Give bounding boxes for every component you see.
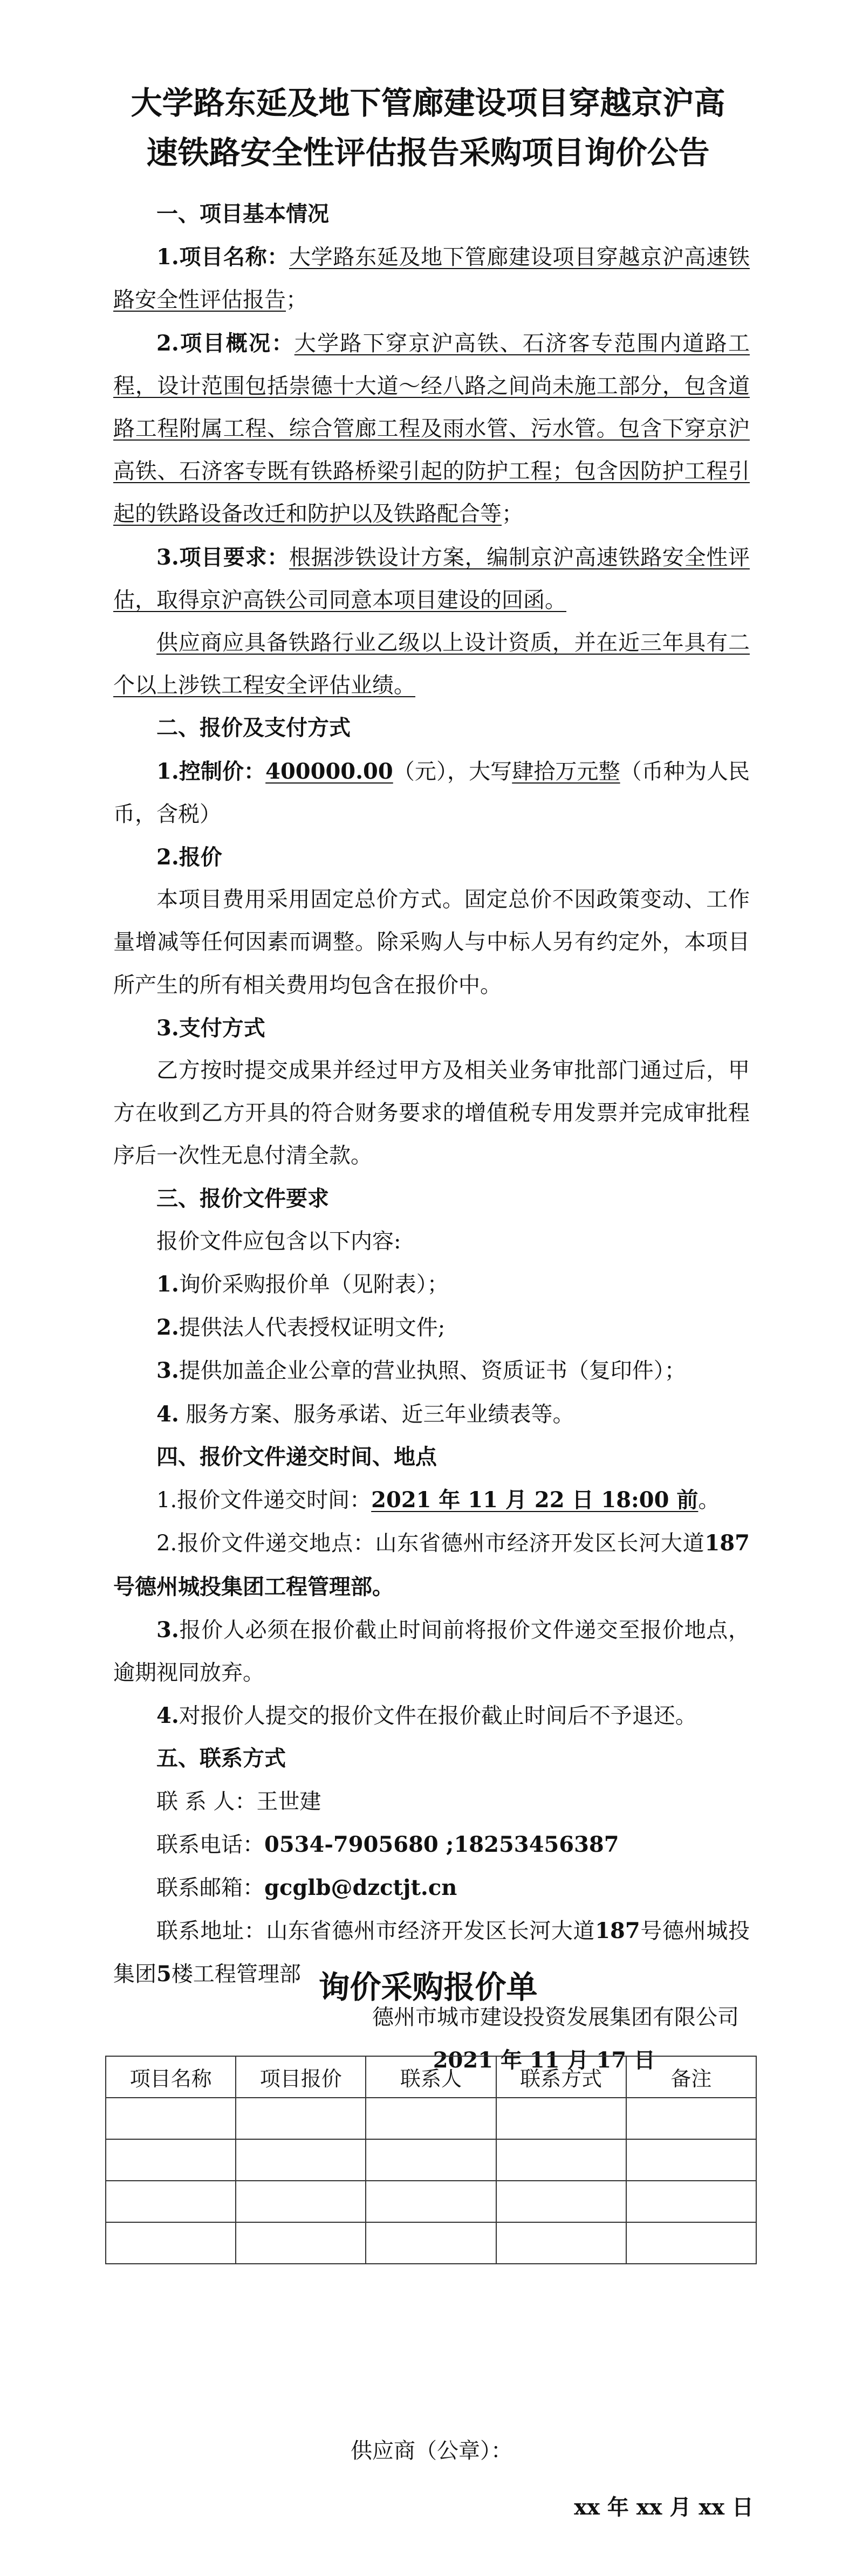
quotation-form-title: 询价采购报价单 xyxy=(318,1969,538,2005)
no-return-text: 对报价人提交的报价文件在报价截止时间后不予退还。 xyxy=(179,1703,697,1729)
project-name-value: 大学路东延及地下管廊建设项目穿越京沪高速铁路安全性评估报告 xyxy=(113,245,750,313)
announcement-body xyxy=(113,193,750,2082)
table-header-cell: 联系方式 xyxy=(496,2056,626,2098)
table-cell xyxy=(236,2222,366,2264)
quote-label: 2.报价 xyxy=(156,844,222,870)
list-item-number: 2. xyxy=(156,1315,179,1341)
table-cell xyxy=(626,2222,756,2264)
table-cell xyxy=(496,2098,626,2139)
contact-person-value: 王世建 xyxy=(256,1789,321,1814)
control-price-label: 1.控制价： xyxy=(156,758,266,784)
payment-label: 3.支付方式 xyxy=(156,1015,265,1041)
announcement-title xyxy=(92,78,764,177)
contact-address-part: 楼工程管理部 xyxy=(171,1962,301,1987)
project-overview-paragraph xyxy=(113,322,750,536)
project-requirement-label: 3.项目要求： xyxy=(156,544,289,570)
contact-person-label: 联 系 人： xyxy=(156,1789,257,1814)
qualification-paragraph xyxy=(113,622,750,707)
table-cell xyxy=(496,2222,626,2264)
contact-email-value: gcglb@dzctjt.cn xyxy=(264,1874,457,1900)
table-row xyxy=(106,2222,756,2264)
submission-place-cont: 187 号德州城投集团工程管理部。 xyxy=(113,1530,750,1599)
submission-time-paragraph xyxy=(113,1479,750,1522)
contact-person-row xyxy=(113,1781,750,1823)
form-date-placeholder: xx 年 xx 月 xx 日 xyxy=(574,2495,754,2520)
quotation-table xyxy=(105,2056,757,2264)
list-item-text: 提供加盖企业公章的营业执照、资质证书（复印件）； xyxy=(179,1358,686,1384)
control-price-upper: 肆拾万元整 xyxy=(512,759,620,784)
section-2-heading: 二、报价及支付方式 xyxy=(156,716,351,741)
table-cell xyxy=(106,2222,236,2264)
table-header-row xyxy=(106,2056,756,2098)
table-header-cell: 备注 xyxy=(626,2056,756,2098)
qualification-text: 供应商应具备铁路行业乙级以上设计资质，并在近三年具有二个以上涉铁工程安全评估业绩。 xyxy=(113,630,750,698)
deadline-rule-text: 报价人必须在报价截止时间前将报价文件递交至报价地点，逾期视同放弃。 xyxy=(113,1617,750,1685)
list-item xyxy=(113,1393,750,1436)
project-overview-value: 大学路下穿京沪高铁、石济客专范围内道路工程，设计范围包括崇德十大道～经八路之间尚未施工部分，包含道路工程附属工程、综合管廊工程及雨水管、污水管。包含下穿京沪高铁、石济客专既有铁路桥梁引起的防护工程；包含因防护工程引起的铁路设备改迁和防护以及铁路配合等 xyxy=(113,331,750,527)
contact-address-label: 联系地址： xyxy=(156,1919,266,1944)
project-overview-end: ； xyxy=(502,502,523,527)
table-cell xyxy=(626,2139,756,2181)
table-row xyxy=(106,2098,756,2139)
control-price-paragraph xyxy=(113,750,750,836)
quote-file-intro: 报价文件应包含以下内容: xyxy=(156,1228,401,1254)
contact-phone-label: 联系电话： xyxy=(156,1832,264,1857)
list-item-number: 4. xyxy=(156,1401,179,1427)
project-requirement-paragraph xyxy=(113,536,750,622)
list-item-number: 3. xyxy=(156,1617,179,1643)
contact-address-number: 187 xyxy=(595,1918,640,1944)
control-price-value: 400000.00 xyxy=(265,758,393,784)
table-cell xyxy=(236,2181,366,2222)
no-return-paragraph xyxy=(113,1694,750,1737)
issuer-organization: 德州市城市建设投资发展集团有限公司 xyxy=(372,2004,739,2030)
table-cell xyxy=(366,2098,496,2139)
table-cell xyxy=(366,2222,496,2264)
list-item xyxy=(113,1263,750,1306)
currency-note: （币种为人民币，含税） xyxy=(113,759,750,827)
section-1-heading: 一、项目基本情况 xyxy=(156,202,329,226)
list-item-number: 1. xyxy=(156,1272,179,1297)
table-row xyxy=(106,2139,756,2181)
payment-text: 乙方按时提交成果并经过甲方及相关业务审批部门通过后，甲方在收到乙方开具的符合财务要求的增值税专用发票并完成审批程序后一次性无息付清全款。 xyxy=(113,1058,750,1169)
table-cell xyxy=(626,2098,756,2139)
title-line-1: 大学路东延及地下管廊建设项目穿越京沪高 xyxy=(131,85,725,121)
deadline-rule-paragraph xyxy=(113,1609,750,1694)
contact-phone-value: 0534-7905680 ;18253456387 xyxy=(264,1831,619,1857)
list-item-text: 提供法人代表授权证明文件; xyxy=(179,1315,446,1341)
supplier-seal-label: 供应商（公章）： xyxy=(351,2438,512,2463)
contact-phone-row xyxy=(113,1823,750,1866)
title-line-2: 速铁路安全性评估报告采购项目询价公告 xyxy=(146,134,710,171)
project-requirement-value: 根据涉铁设计方案，编制京沪高速铁路安全性评估，取得京沪高铁公司同意本项目建设的回函。 xyxy=(113,545,750,613)
contact-address-part: 山东省德州市经济开发区长河大道 xyxy=(266,1919,595,1944)
table-cell xyxy=(236,2098,366,2139)
table-cell xyxy=(366,2139,496,2181)
list-item xyxy=(113,1306,750,1349)
section-3-heading: 三、报价文件要求 xyxy=(156,1186,329,1211)
table-header-cell: 项目报价 xyxy=(236,2056,366,2098)
submission-time-end: 。 xyxy=(698,1488,720,1513)
table-header-cell: 联系人 xyxy=(366,2056,496,2098)
table-cell xyxy=(626,2181,756,2222)
table-cell xyxy=(106,2139,236,2181)
contact-email-label: 联系邮箱： xyxy=(156,1875,264,1900)
table-cell xyxy=(496,2139,626,2181)
table-row xyxy=(106,2181,756,2222)
submission-place-label: 2.报价文件递交地点：山东省德州市经济开发区长河大道 xyxy=(156,1531,705,1556)
list-item-text: 服务方案、服务承诺、近三年业绩表等。 xyxy=(179,1402,574,1427)
section-4-heading: 四、报价文件递交时间、地点 xyxy=(156,1444,437,1469)
project-name-end: ； xyxy=(286,287,307,313)
table-cell xyxy=(106,2098,236,2139)
submission-time-label: 1.报价文件递交时间： xyxy=(156,1488,372,1513)
table-header-cell: 项目名称 xyxy=(106,2056,236,2098)
table-cell xyxy=(496,2181,626,2222)
project-name-label: 1.项目名称： xyxy=(156,244,289,270)
table-cell xyxy=(366,2181,496,2222)
contact-email-row xyxy=(113,1866,750,1909)
submission-time-value: 2021 年 11 月 22 日 18:00 前 xyxy=(371,1487,699,1513)
control-price-unit: （元），大写 xyxy=(393,759,512,784)
contact-address-number: 5 xyxy=(156,1961,172,1987)
list-item-text: 询价采购报价单（见附表）； xyxy=(179,1272,449,1297)
submission-place-paragraph xyxy=(113,1522,750,1608)
issue-date: 2021 年 11 月 17 日 xyxy=(433,2047,655,2073)
list-item-number: 3. xyxy=(156,1358,179,1384)
table-cell xyxy=(106,2181,236,2222)
section-5-heading: 五、联系方式 xyxy=(156,1746,286,1771)
table-cell xyxy=(236,2139,366,2181)
quote-text: 本项目费用采用固定总价方式。固定总价不因政策变动、工作量增减等任何因素而调整。除采购人与中标人另有约定外，本项目所产生的所有相关费用均包含在报价中。 xyxy=(113,887,750,998)
contact-address-part: 号德州城投集团 xyxy=(113,1919,750,1987)
list-item-number: 4. xyxy=(156,1703,179,1729)
project-name-paragraph xyxy=(113,236,750,321)
list-item xyxy=(113,1349,750,1392)
project-overview-label: 2.项目概况： xyxy=(156,330,295,356)
